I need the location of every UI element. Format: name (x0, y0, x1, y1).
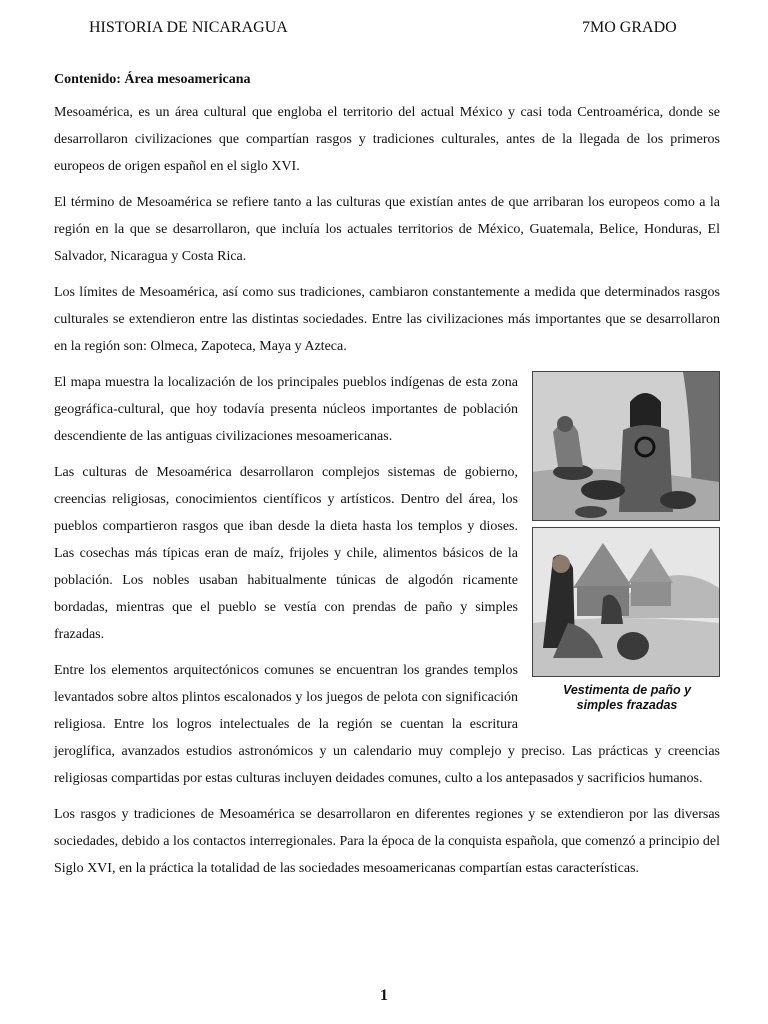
paragraph-3: Los límites de Mesoamérica, así como sus tradiciones, cambiaron constantemente a medida que determinados rasgos culturales se extendieron entre las distintas sociedades. Entre las civilizaciones más importantes que se desarrollaron en la región son: Olmeca, Zapoteca, Maya y Azteca. (54, 285, 720, 354)
illustration-figure (532, 371, 722, 713)
woman-with-pots-drawing (533, 372, 719, 520)
paragraph-6: Entre los elementos arquitectónicos comunes se encuentran los grandes templos levantados sobre altos plintos escalonados y los juegos de pelota con significación religiosa. Entre los logros intelectuales de la región se cuentan la escritura jeroglífica, avanzados estudios astronómicos y un calendario muy complejo y preciso. Las prácticas y creencias religiosas compartidas por estas culturas incluyen deidades comunes, culto a los antepasados y sacrificios humanos. (54, 663, 720, 786)
caption-line-1: Vestimenta de paño y (562, 683, 692, 697)
page-header (0, 19, 768, 41)
illustration-woman-with-pots (532, 371, 720, 521)
caption-line-2: simples frazadas (576, 698, 678, 712)
grade-label: 7MO GRADO (582, 19, 677, 36)
paragraph-4: El mapa muestra la localización de los principales pueblos indígenas de esta zona geográfica-cultural, que hoy todavía presenta núcleos importantes de población descendiente de las antiguas civilizaciones mesoamericanas. (54, 375, 518, 444)
village-scene-drawing (533, 528, 719, 676)
document-body (54, 66, 720, 891)
page-number: 1 (380, 987, 388, 1004)
subject-title: HISTORIA DE NICARAGUA (89, 19, 288, 36)
content-heading: Contenido: Área mesoamericana (54, 72, 251, 87)
paragraph-5: Las culturas de Mesoamérica desarrollaron complejos sistemas de gobierno, creencias religiosas, conocimientos científicos y artísticos. Dentro del área, los pueblos compartieron rasgos que iban desde la dieta hasta los templos y dioses. Las cosechas más típicas eran de maíz, frijoles y chile, alimentos básicos de la población. Los nobles usaban habitualmente túnicas de algodón ricamente bordadas, mientras que el pueblo se vestía con prendas de paño y simples frazadas. (54, 465, 518, 642)
paragraph-7: Los rasgos y tradiciones de Mesoamérica se desarrollaron en diferentes regiones y se extendieron por las diversas sociedades, debido a los contactos interregionales. Para la época de la conquista española, que comenzó a principio del Siglo XVI, en la práctica la totalidad de las sociedades mesoamericanas compartían estas características. (54, 807, 720, 876)
paragraph-1: Mesoamérica, es un área cultural que engloba el territorio del actual México y casi toda Centroamérica, donde se desarrollaron civilizaciones que compartían rasgos y tradiciones culturales, antes de la llegada de los primeros europeos de origen español en el siglo XVI. (54, 105, 720, 174)
figure-caption (532, 683, 722, 713)
paragraph-2: El término de Mesoamérica se refiere tanto a las culturas que existían antes de que arribaran los europeos como a la región en la que se desarrollaron, que incluía los actuales territorios de México, Guatemala, Belice, Honduras, El Salvador, Nicaragua y Costa Rica. (54, 195, 720, 264)
illustration-village-scene (532, 527, 720, 677)
